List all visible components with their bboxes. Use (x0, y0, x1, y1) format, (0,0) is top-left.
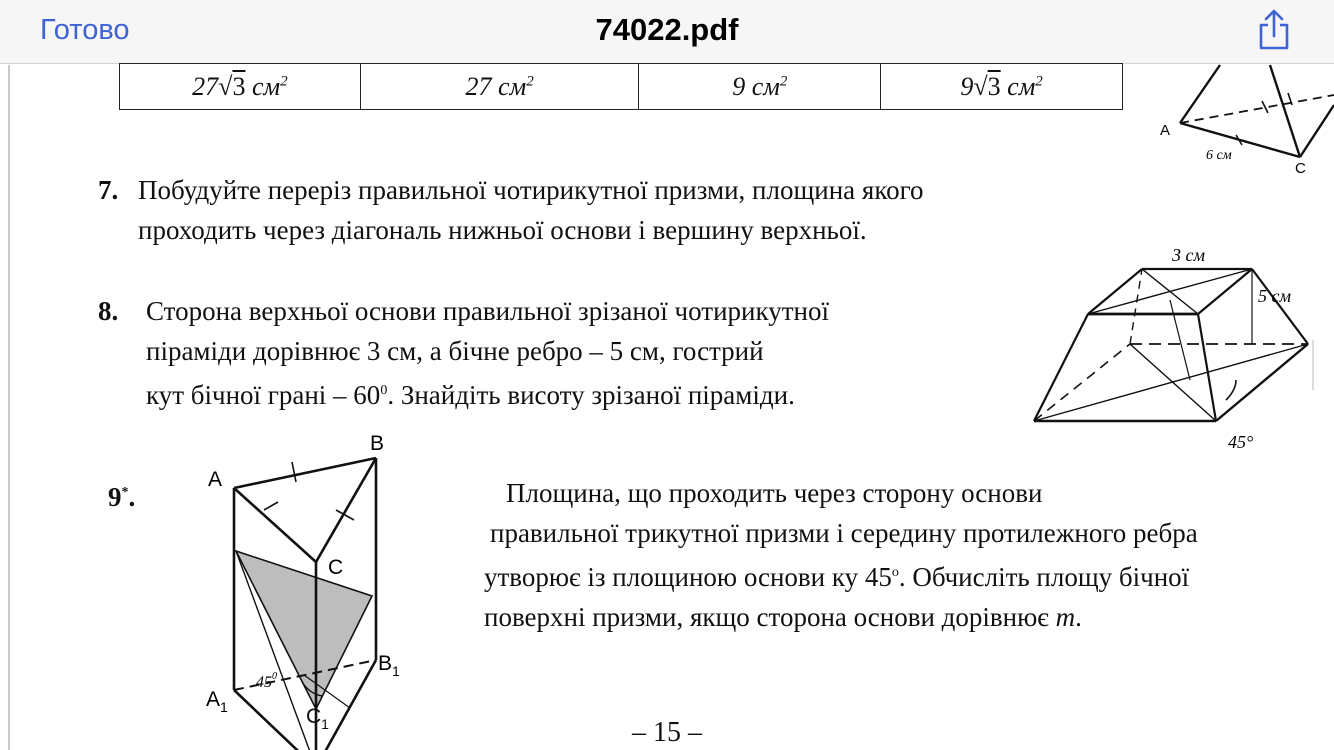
task-text-line: Побудуйте переріз правильної чотирикутної призми, площина якого (138, 175, 924, 205)
edge-label: 6 см (1206, 148, 1232, 163)
task-8 (98, 291, 829, 415)
top-side-label: 3 см (1172, 245, 1205, 265)
task-number: 7. (98, 175, 119, 205)
answer-cell: 9√3 $см^2$ (881, 64, 1123, 110)
angle-label: $45^0$ (256, 671, 277, 691)
task-text-line: піраміди дорівнює 3 см, а бічне ребро – 5 см, гострий (146, 336, 764, 366)
navigation-bar (0, 0, 1334, 64)
truncated-pyramid-figure (1030, 240, 1330, 452)
answer-cell: 27√3 $см^2$ (120, 64, 361, 110)
task-text-line: утворює із площиною основи ку $45^о$. Обчисліть площу бічної (484, 562, 1190, 592)
task-text-line: поверхні призми, якщо сторона основи дорівнює т. (484, 602, 1082, 632)
page-edge-divider (8, 65, 10, 750)
task-9 (484, 473, 1198, 637)
task-text-line: Площина, що проходить через сторону основи (506, 478, 1043, 508)
document-title: 74022.pdf (595, 12, 739, 47)
triangular-prism-figure (200, 430, 420, 750)
task-7 (98, 170, 923, 250)
vertex-label-c: C (328, 556, 344, 579)
task-text-line: проходить через діагональ нижньої основи і вершину верхньої. (138, 215, 867, 245)
pyramid-figure-top (1150, 65, 1334, 175)
vertex-label-a: A (1160, 122, 1171, 139)
done-button[interactable]: Готово (40, 14, 130, 46)
share-icon[interactable] (1254, 8, 1294, 52)
answer-options-table (119, 63, 1123, 110)
pdf-page[interactable] (0, 65, 1334, 750)
vertex-label-c1: $C_1$ (306, 705, 329, 732)
task-text-line: Сторона верхньої основи правильної зрізаної чотирикутної (146, 296, 829, 326)
task-9-number: 9*. (108, 482, 136, 512)
answer-cell: 9 $см^2$ (639, 64, 881, 110)
angle-label: 45° (1228, 432, 1254, 452)
vertex-label-b1: $B_1$ (378, 652, 400, 679)
answer-cell: 27 $см^2$ (360, 64, 639, 110)
page-number: – 15 – (632, 717, 702, 748)
vertex-label-a1: $A_1$ (206, 688, 228, 715)
task-text-line: правильної трикутної призми і середину протилежного ребра (490, 518, 1198, 548)
task-text-line: кут бічної грані – $60^0$. Знайдіть висоту зрізаної піраміди. (146, 380, 795, 410)
task-number: 8. (98, 296, 119, 326)
vertex-label-b: B (370, 432, 385, 455)
lateral-edge-label: 5 см (1258, 286, 1291, 306)
vertex-label-c: C (1295, 160, 1306, 177)
vertex-label-a: A (208, 468, 223, 491)
